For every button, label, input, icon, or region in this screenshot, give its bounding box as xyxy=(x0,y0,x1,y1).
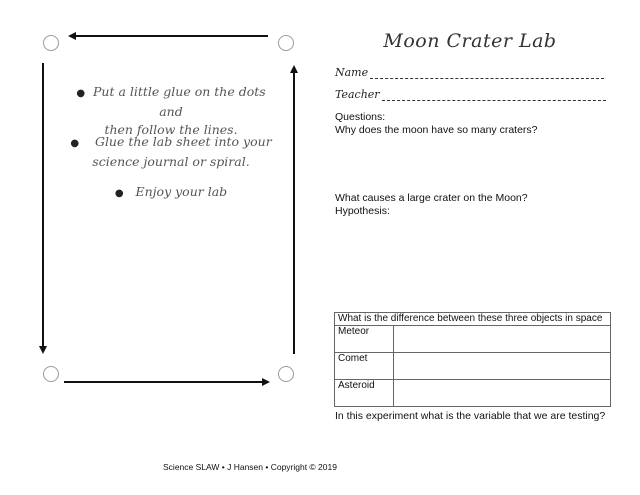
instruction-3 xyxy=(66,183,276,203)
question-1: Why does the moon have so many craters? xyxy=(335,124,538,136)
row-label-asteroid: Asteroid xyxy=(335,380,394,407)
variable-question: In this experiment what is the variable that we are testing? xyxy=(335,410,606,422)
bullet-icon: ● xyxy=(76,88,86,99)
instruction-1-line2: then follow the lines. xyxy=(104,122,238,137)
row-label-meteor: Meteor xyxy=(335,326,394,353)
table-row xyxy=(335,353,611,380)
bullet-icon: ● xyxy=(70,138,80,149)
teacher-line xyxy=(382,91,606,101)
footer-copyright: Science SLAW • J Hansen • Copyright © 2019 xyxy=(163,462,337,472)
table-header: What is the difference between these three objects in space xyxy=(335,313,611,326)
lab-title: Moon Crater Lab xyxy=(383,30,557,52)
comparison-table xyxy=(334,312,611,407)
teacher-row xyxy=(335,88,606,101)
answer-cell-meteor[interactable] xyxy=(394,326,611,353)
teacher-label: Teacher xyxy=(335,88,380,101)
bullet-icon: ● xyxy=(114,188,124,199)
answer-cell-asteroid[interactable] xyxy=(394,380,611,407)
instruction-1 xyxy=(66,83,276,139)
table-row xyxy=(335,326,611,353)
instruction-2-line2: science journal or spiral. xyxy=(92,154,250,169)
name-row xyxy=(335,66,604,79)
question-2: What causes a large crater on the Moon? xyxy=(335,192,528,204)
instruction-2-line1: Glue the lab sheet into your xyxy=(94,134,272,149)
hypothesis-label: Hypothesis: xyxy=(335,205,390,217)
instruction-1-line1: Put a little glue on the dots and xyxy=(93,84,266,119)
name-label: Name xyxy=(335,66,369,79)
row-label-comet: Comet xyxy=(335,353,394,380)
instruction-2 xyxy=(66,133,276,171)
table-row xyxy=(335,380,611,407)
answer-cell-comet[interactable] xyxy=(394,353,611,380)
name-line xyxy=(370,69,604,79)
instruction-3-line1: Enjoy your lab xyxy=(135,184,228,199)
questions-label: Questions: xyxy=(335,111,386,123)
